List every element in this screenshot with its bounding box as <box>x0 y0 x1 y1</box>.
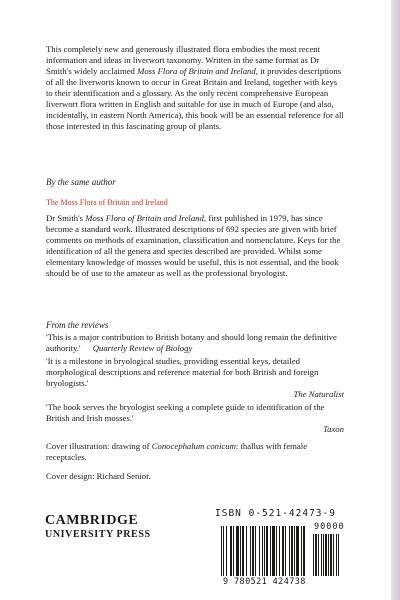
barcode <box>219 522 343 590</box>
desc-text-2: , first published in 1979, has since become a standard work. Illustrated descriptions of 692 species are given with brief comments on methods of examination, classification and nomenclature. Keys for the identification of all the genera and species described are provided. Whilst some elementary knowledge of mosses would be useful, this is not essential, and the book should be of use to the amateur as well as the professional bryologist. <box>46 213 341 278</box>
barcode-addon-bar <box>315 534 317 576</box>
review-source: Quarterly Review of Biology <box>92 343 193 353</box>
barcode-bar <box>240 526 241 576</box>
barcode-bar <box>279 526 280 576</box>
barcode-addon-bar <box>333 534 334 576</box>
barcode-bar <box>250 526 251 576</box>
cover-illustration-credit <box>46 441 344 463</box>
blurb-book-title: Moss Flora of Britain and Ireland <box>137 66 256 76</box>
review-item <box>46 356 344 400</box>
cover-ill-species: Conocephalum conicum <box>151 441 236 451</box>
review-source: Taxon <box>323 424 344 434</box>
blurb-text-2: , it provides descriptions of all the liverworts known to occur in Great Britain and Ireland, together with keys to their identification and a glossary. As the only recent comprehensive European liverwort flora written in English and suitable for use in much of Europe (and also, incidentally, in eastern North America), this book will be an essential reference for all those interested in this fascinating group of plants. <box>46 66 344 131</box>
review-quote: 'This is a major contribution to British botany and should long remain the definitive authority.' <box>46 332 337 353</box>
barcode-addon-bar <box>336 534 337 576</box>
barcode-addon-number: 90000 <box>314 522 345 532</box>
barcode-bar <box>301 526 302 576</box>
barcode-addon-bar <box>328 534 329 576</box>
publisher-logo <box>45 513 151 541</box>
spine-edge <box>391 0 400 600</box>
desc-text-1: Dr Smith's <box>46 213 86 223</box>
barcode-bar <box>272 526 275 576</box>
cover-ill-text-2: : thallus with female receptacles. <box>46 441 308 462</box>
review-quote: 'It is a milestone in bryological studies, providing essential keys, detailed morphological descriptions and reference material for both British and foreign bryologists.' <box>46 356 319 388</box>
barcode-bar <box>294 526 295 576</box>
barcode-ean-number: 9 780521 424738 <box>223 577 306 587</box>
barcode-bar <box>226 526 227 576</box>
cover-ill-text-1: Cover illustration: drawing of <box>46 441 152 451</box>
barcode-bar <box>266 526 268 576</box>
barcode-bar <box>255 526 256 576</box>
publisher-subtitle: UNIVERSITY PRESS <box>45 529 151 540</box>
barcode-bar <box>291 526 293 576</box>
review-item <box>46 332 344 354</box>
cover-design-credit: Cover design: Richard Senior. <box>46 471 151 481</box>
publisher-name: CAMBRIDGE <box>45 513 139 528</box>
barcode-addon-bar <box>325 534 327 576</box>
barcode-addon-bar <box>318 534 319 576</box>
review-item <box>46 402 344 435</box>
barcode-bar <box>223 526 224 576</box>
isbn-number: ISBN 0-521-42473-9 <box>215 508 336 519</box>
blurb-paragraph <box>46 44 344 132</box>
barcode-addon-bar <box>321 534 322 576</box>
reviews-list <box>46 332 344 437</box>
review-source: The Naturalist <box>293 389 344 399</box>
barcode-addon-bar <box>330 534 332 576</box>
barcode-bar <box>270 526 271 576</box>
review-quote: 'The book serves the bryologist seeking a complete guide to identification of the British and Irish mosses.' <box>46 402 325 423</box>
other-book-heading: The Moss Flora of Britain and Ireland <box>46 198 168 207</box>
barcode-bar <box>303 526 305 576</box>
other-book-description <box>46 213 344 279</box>
barcode-bar <box>252 526 254 576</box>
barcode-bar <box>262 526 263 576</box>
barcode-bar <box>276 526 277 576</box>
barcode-bar <box>264 526 265 576</box>
reviews-heading: From the reviews <box>46 320 109 330</box>
barcode-bar <box>285 526 286 576</box>
desc-book-title: Moss Flora of Britain and Ireland <box>85 213 204 223</box>
barcode-bar <box>242 526 244 576</box>
by-same-author-label: By the same author <box>46 177 116 187</box>
barcode-addon-bar <box>313 534 314 576</box>
barcode-addon-bar <box>338 534 339 576</box>
barcode-addon-bar <box>323 534 324 576</box>
barcode-bar <box>246 526 247 576</box>
barcode-bar <box>282 526 284 576</box>
barcode-bar <box>296 526 299 576</box>
barcode-bar <box>236 526 239 576</box>
barcode-bar <box>289 526 290 576</box>
barcode-bar <box>221 526 222 576</box>
barcode-bar <box>259 526 260 576</box>
blurb-text-1: This completely new and generously illustrated flora embodies the most recent information and ideas in liverwort taxonomy. Written in the same format as Dr Smith's widely acclaimed <box>46 44 321 76</box>
barcode-bar <box>230 526 232 576</box>
barcode-bar <box>233 526 234 576</box>
